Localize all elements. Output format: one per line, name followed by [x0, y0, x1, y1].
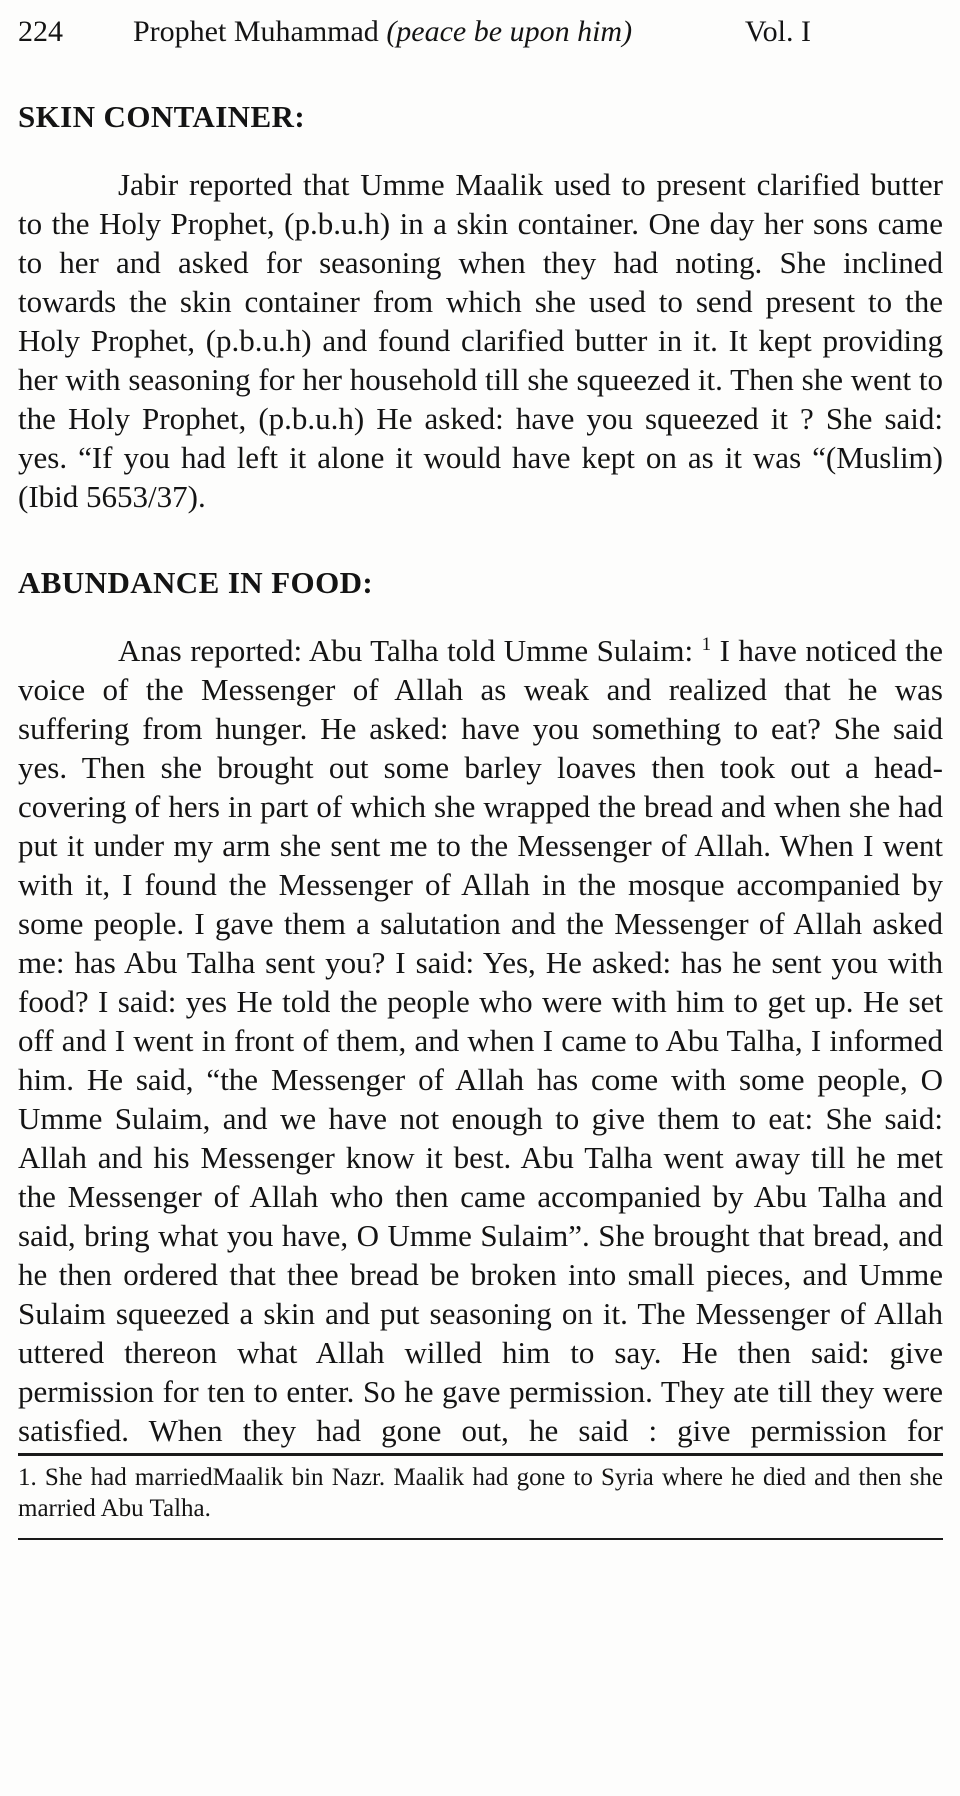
paragraph-text-before-footnote: Anas reported: Abu Talha told Umme Sulaim:	[118, 633, 702, 669]
section-heading-abundance-in-food: ABUNDANCE IN FOOD:	[18, 565, 374, 601]
page-number: 224	[18, 15, 63, 48]
paragraph-abundance-in-food	[18, 631, 943, 1450]
volume-label: Vol. I	[744, 15, 811, 48]
page-bottom-rule	[18, 1538, 943, 1540]
paragraph-text-after-footnote: I have noticed the voice of the Messenger of Allah as weak and realized that he was suffering from hunger. He asked: have you something to eat? She said yes. Then she brought out some barley loaves then took out a head-covering of hers in part of which she wrapped the bread and when she had put it under my arm she sent me to the Messenger of Allah. When I went with it, I found the Messenger of Allah in the mosque accompanied by some people. I gave them a salutation and the Messenger of Allah asked me: has Abu Talha sent you? I said: Yes, He asked: has he sent you with food? I said: yes He told the people who were with him to get up. He set off and I went in front of them, and when I came to Abu Talha, I informed him. He said, “the Messenger of Allah has come with some people, O Umme Sulaim, and we have not enough to give them to eat: She said: Allah and his Messenger know it best. Abu Talha went away till he met the Messenger of Allah who then came accompanied by Abu Talha and said, bring what you have, O Umme Sulaim”. She brought that bread, and he then ordered that thee bread be broken into small pieces, and Umme Sulaim squeezed a skin and put seasoning on it. The Messenger of Allah uttered thereon what Allah willed him to say. He then said: give permission for ten to enter. So he gave permission. They ate till they were satisfied. When they had gone out, he said : give permission for	[18, 633, 944, 1449]
footnote-area	[18, 1453, 943, 1540]
running-title-italic: (peace be upon him)	[386, 15, 633, 48]
paragraph-skin-container: Jabir reported that Umme Maalik used to present clarified butter to the Holy Prophet, (p.b.u.h) in a skin container. One day her sons came to her and asked for seasoning when they had noting. She inclined towards the skin container from which she used to send present to the Holy Prophet, (p.b.u.h) and found clarified butter in it. It kept providing her with seasoning for her household till she squeezed it. Then she went to the Holy Prophet, (p.b.u.h) He asked: have you squeezed it ? She said: yes. “If you had left it alone it would have kept on as it was “(Muslim) (Ibid 5653/37).	[18, 167, 943, 515]
running-title	[133, 14, 632, 50]
footnote-text: 1. She had marriedMaalik bin Nazr. Maalik had gone to Syria where he died and then she married Abu Talha.	[18, 1464, 943, 1523]
running-title-text: Prophet Muhammad	[133, 15, 387, 48]
section-heading-skin-container: SKIN CONTAINER:	[18, 99, 306, 134]
footnote-reference: 1	[701, 634, 712, 656]
page-header	[18, 14, 943, 50]
